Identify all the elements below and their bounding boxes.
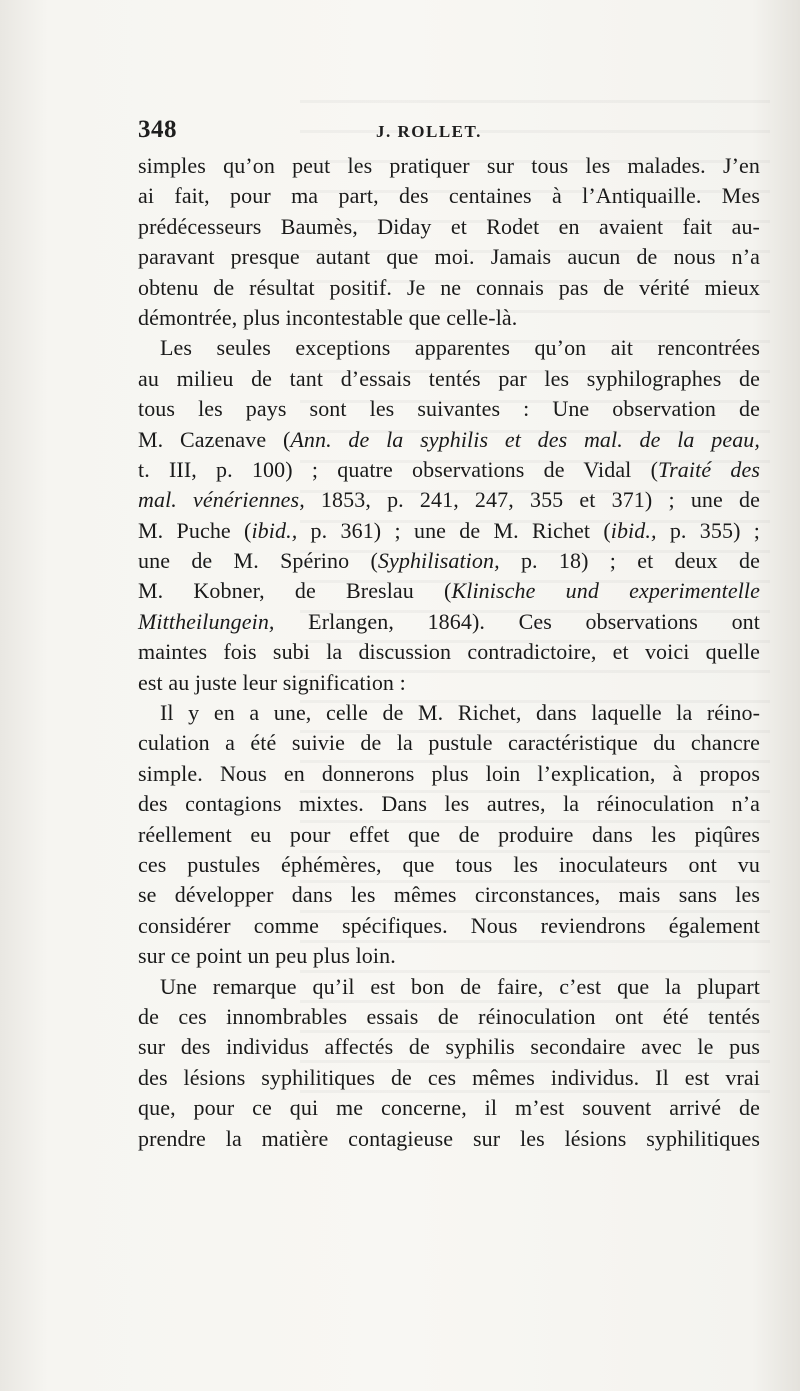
page-number: 348 <box>138 116 177 143</box>
text-line: réellement eu pour effet que de produire dans les piqûres <box>138 821 760 847</box>
text-line: sur ce point un peu plus loin. <box>138 943 396 969</box>
text-line: tous les pays sont les suivantes : Une observation de <box>138 396 760 422</box>
text-line: se développer dans les mêmes circonstances, mais sans les <box>138 882 760 908</box>
text-line: simple. Nous en donnerons plus loin l’explication, à propos <box>138 760 760 786</box>
citation-italic: Mittheilungein, <box>138 608 275 634</box>
running-head <box>138 116 658 146</box>
text-line: que, pour ce qui me concerne, il m’est souvent arrivé de <box>138 1095 760 1121</box>
text-line: ai fait, pour ma part, des centaines à l’Antiquaille. Mes <box>138 183 760 209</box>
text-line: Une remarque qu’il est bon de faire, c’est que la plupart <box>160 973 760 999</box>
text-line: maintes fois subi la discussion contradictoire, et voici quelle <box>138 639 760 665</box>
text-line: une de M. Spérino (Syphilisation, p. 18) ; et deux de <box>138 548 760 574</box>
citation-italic: Ann. de la syphilis et des mal. de la peau, <box>290 426 760 452</box>
text-line: paravant presque autant que moi. Jamais aucun de nous n’a <box>138 244 760 270</box>
text-line: au milieu de tant d’essais tentés par les syphilographes de <box>138 365 760 391</box>
text-line: est au juste leur signification : <box>138 669 406 695</box>
text-line: des lésions syphilitiques de ces mêmes individus. Il est vrai <box>138 1064 760 1090</box>
text-line: démontrée, plus incontestable que celle-là. <box>138 304 518 330</box>
text-line: Il y en a une, celle de M. Richet, dans laquelle la réino- <box>160 700 760 726</box>
text-line: de ces innombrables essais de réinoculation ont été tentés <box>138 1003 760 1029</box>
text-line: mal. vénériennes, 1853, p. 241, 247, 355 et 371) ; une de <box>138 487 760 513</box>
citation-italic: Syphilisation, <box>377 548 500 574</box>
text-line: ces pustules éphémères, que tous les inoculateurs ont vu <box>138 851 760 877</box>
body-text <box>138 151 760 1154</box>
text-line: Mittheilungein, Erlangen, 1864). Ces observations ont <box>138 608 760 634</box>
text-line: Les seules exceptions apparentes qu’on ait rencontrées <box>160 335 760 361</box>
text-line: sur des individus affectés de syphilis secondaire avec le pus <box>138 1034 760 1060</box>
text-line: M. Kobner, de Breslau (Klinische und experimentelle <box>138 578 760 604</box>
citation-italic: ibid., <box>251 517 298 543</box>
citation-italic: Traité des <box>658 456 760 482</box>
text-line: considérer comme spécifiques. Nous reviendrons également <box>138 912 760 938</box>
text-line: M. Puche (ibid., p. 361) ; une de M. Richet (ibid., p. 355) ; <box>138 517 760 543</box>
text-line: t. III, p. 100) ; quatre observations de Vidal (Traité des <box>138 456 760 482</box>
running-title: J. ROLLET. <box>376 122 482 141</box>
text-line: prendre la matière contagieuse sur les lésions syphilitiques <box>138 1125 760 1151</box>
text-line: M. Cazenave (Ann. de la syphilis et des mal. de la peau, <box>138 426 760 452</box>
text-line: culation a été suivie de la pustule caractéristique du chancre <box>138 730 760 756</box>
text-line: prédécesseurs Baumès, Diday et Rodet en avaient fait au- <box>138 213 760 239</box>
citation-italic: Klinische und experimentelle <box>451 578 760 604</box>
text-line: obtenu de résultat positif. Je ne connais pas de vérité mieux <box>138 274 760 300</box>
text-line: simples qu’on peut les pratiquer sur tous les malades. J’en <box>138 153 760 178</box>
citation-italic: ibid., <box>610 517 657 543</box>
citation-italic: mal. vénériennes, <box>138 487 305 513</box>
text-line: des contagions mixtes. Dans les autres, la réinoculation n’a <box>138 791 760 817</box>
